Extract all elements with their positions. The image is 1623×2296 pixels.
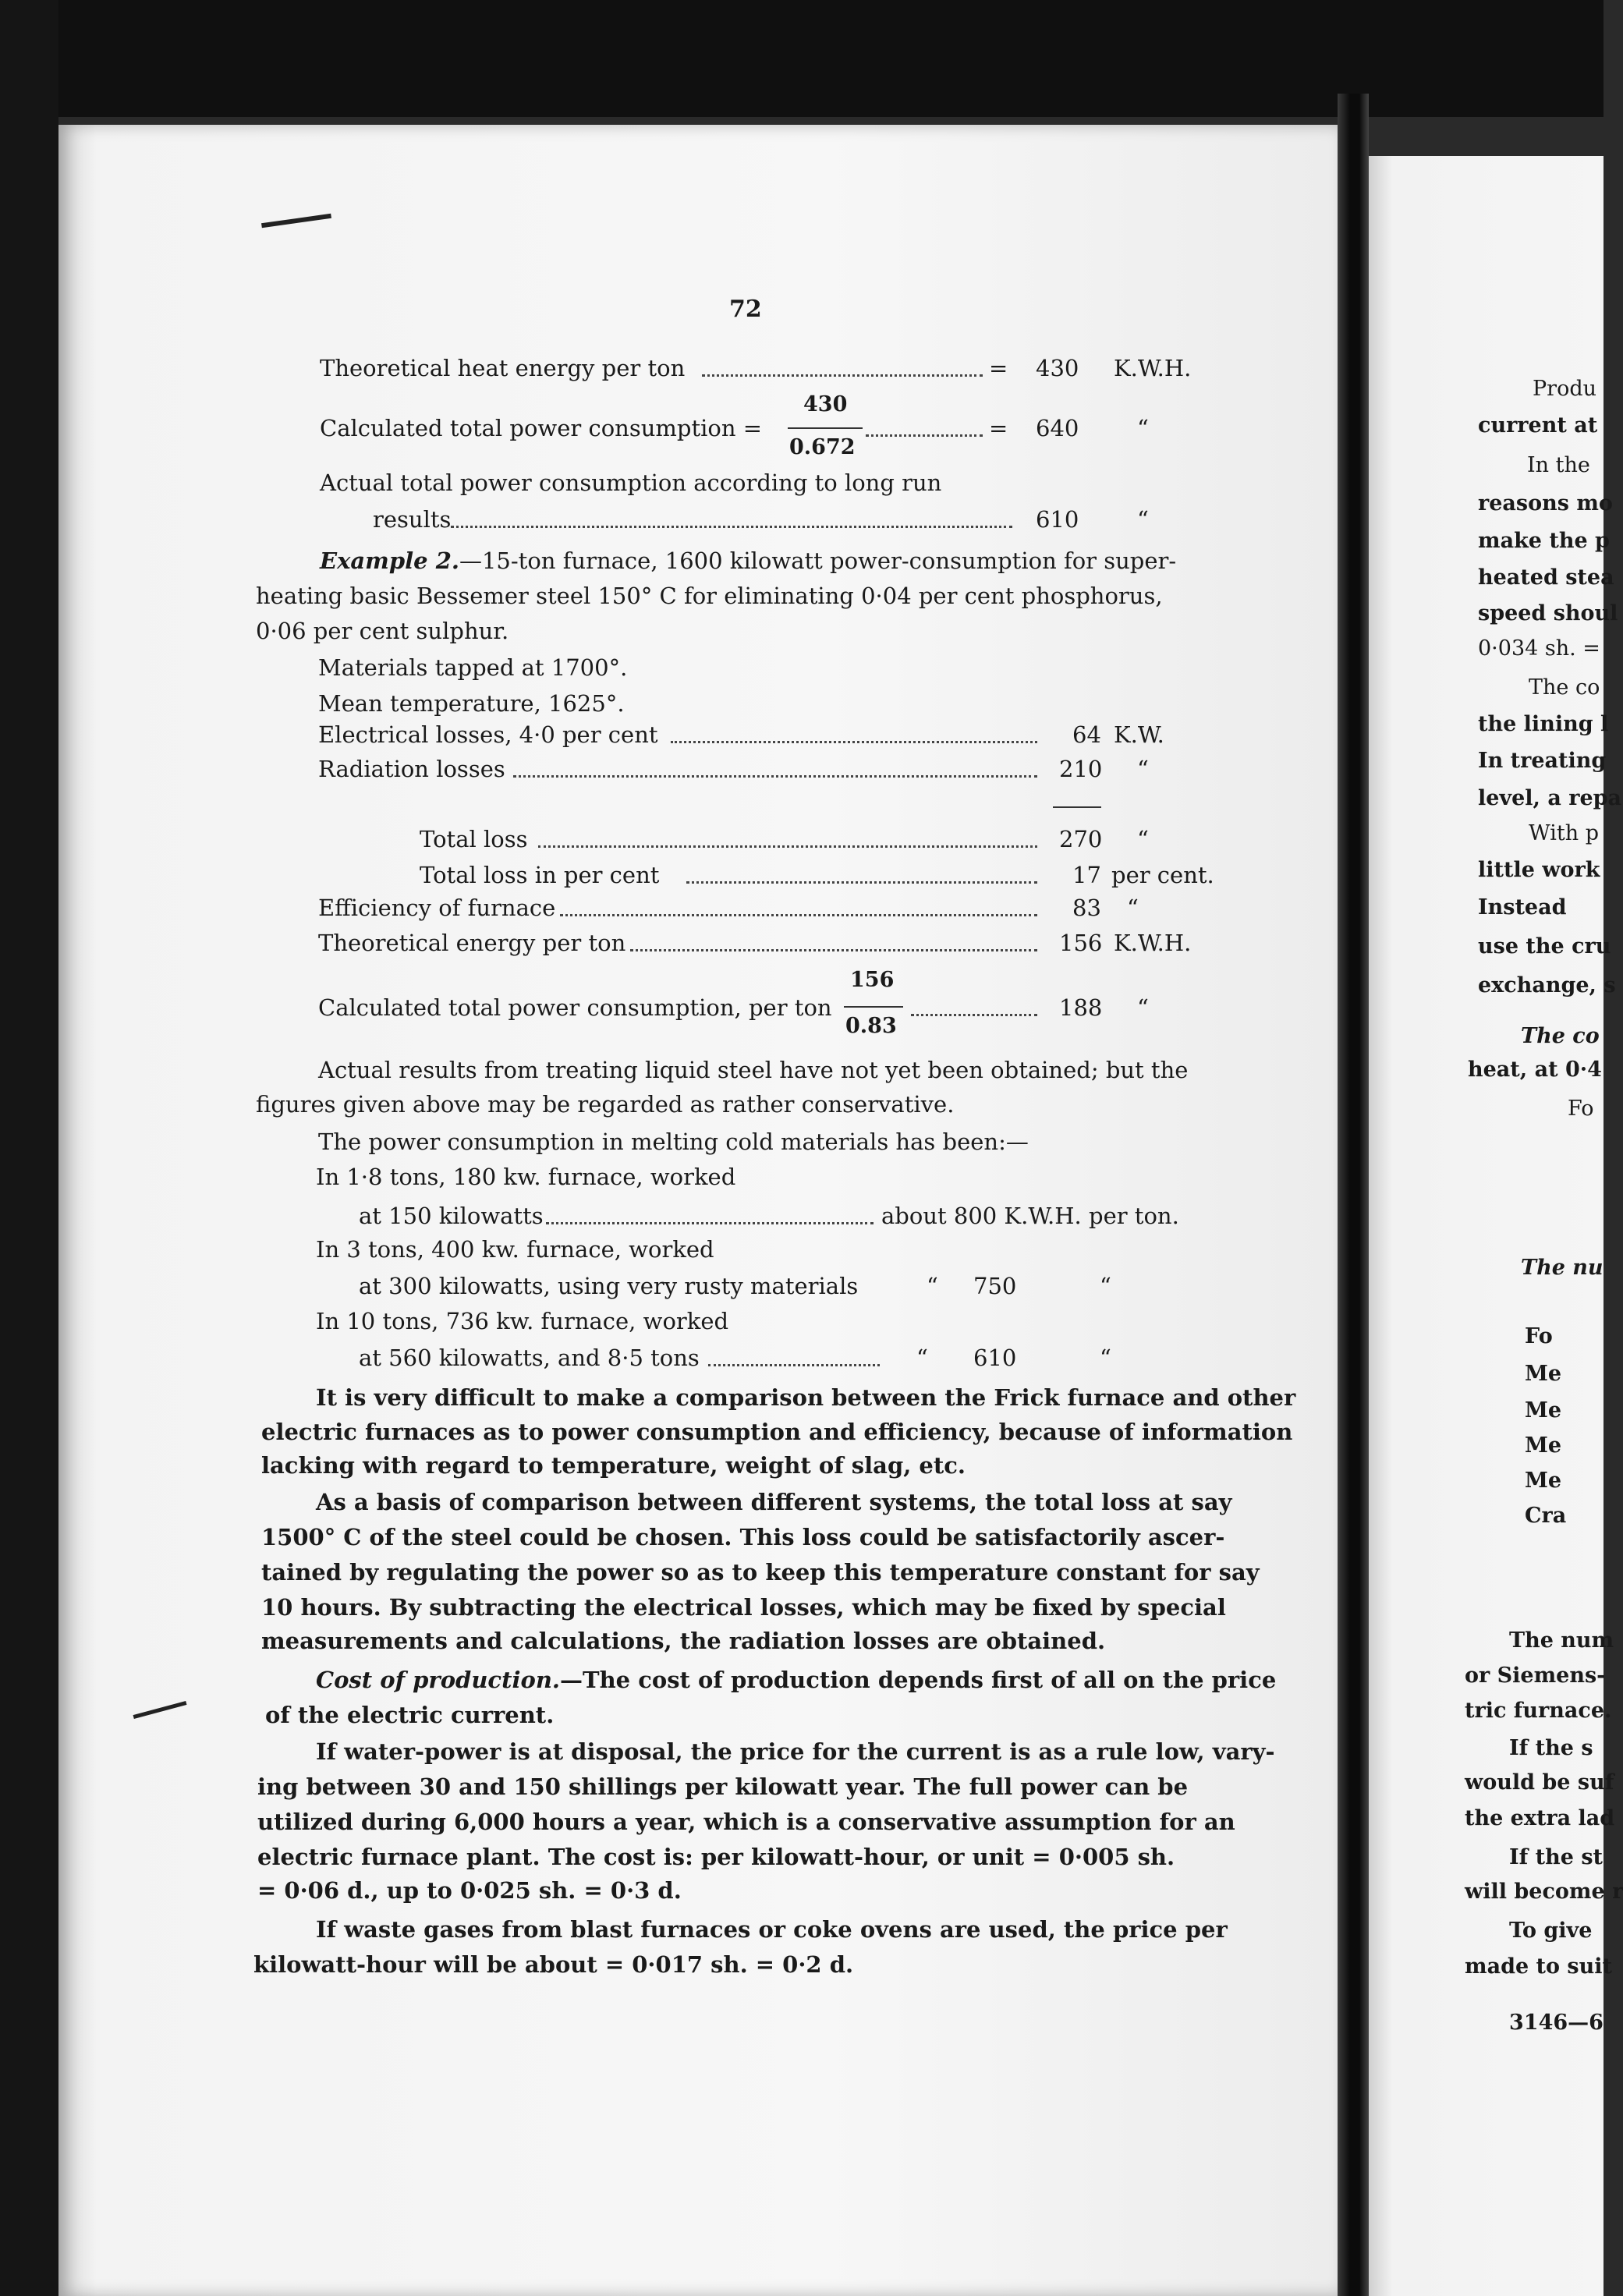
right-page-fragment: would be suf bbox=[1465, 1770, 1614, 1795]
theoretical-energy-value: 156 bbox=[1059, 930, 1103, 956]
right-page-fragment: the extra lad bbox=[1465, 1806, 1615, 1830]
leader-dots bbox=[451, 526, 1012, 531]
ditto-mark: “ bbox=[1100, 1345, 1111, 1371]
paragraph-line: Actual results from treating liquid steel have not yet been obtained; but the bbox=[318, 1057, 1189, 1083]
right-page-fragment: use the cru bbox=[1478, 934, 1611, 958]
leader-dots bbox=[708, 1364, 880, 1369]
line-actual-total: Actual total power consumption according to long run bbox=[320, 469, 942, 496]
paragraph-line: lacking with regard to temperature, weight of slag, etc. bbox=[261, 1452, 966, 1479]
value: 430 bbox=[1036, 355, 1079, 381]
efficiency-value: 83 bbox=[1072, 895, 1101, 921]
right-page-fragment: speed shoul bbox=[1478, 601, 1618, 625]
equals-sign: = bbox=[989, 355, 1008, 381]
fraction-denominator: 0.83 bbox=[845, 1014, 897, 1038]
ditto-mark: “ bbox=[927, 1273, 938, 1299]
right-page-fragment: In treating bbox=[1478, 749, 1607, 773]
fraction-numerator: 430 bbox=[803, 392, 848, 416]
book-gutter bbox=[1338, 94, 1369, 2296]
fraction-bar bbox=[788, 427, 863, 429]
right-page-fragment: Cra bbox=[1525, 1504, 1567, 1528]
paragraph-text: —The cost of production depends first of all on the price bbox=[560, 1667, 1277, 1693]
right-page-fragment: The co bbox=[1521, 1024, 1600, 1048]
melt-case: In 10 tons, 736 kw. furnace, worked bbox=[316, 1308, 729, 1334]
right-page-fragment: The nu bbox=[1521, 1256, 1604, 1280]
radiation-losses-value: 210 bbox=[1059, 756, 1103, 782]
sum-rule bbox=[1053, 806, 1101, 808]
total-loss-value: 270 bbox=[1059, 826, 1103, 852]
right-page-fragment: Me bbox=[1525, 1398, 1562, 1423]
right-page-fragment: little work bbox=[1478, 858, 1600, 882]
example-label: Example 2. bbox=[320, 547, 459, 574]
radiation-losses-label: Radiation losses bbox=[318, 756, 505, 782]
paragraph-line: of the electric current. bbox=[265, 1702, 555, 1728]
line-results: results bbox=[373, 506, 452, 533]
ditto-mark: “ bbox=[1100, 1273, 1111, 1299]
unit: K.W.H. bbox=[1114, 355, 1192, 381]
leader-dots bbox=[866, 434, 983, 440]
paragraph-line: If waste gases from blast furnaces or coke ovens are used, the price per bbox=[316, 1916, 1228, 1943]
right-page-fragment: the lining l bbox=[1478, 712, 1609, 736]
paragraph-line: If water-power is at disposal, the price for the current is as a rule low, vary- bbox=[316, 1738, 1275, 1765]
line-theoretical-heat: Theoretical heat energy per ton bbox=[320, 355, 686, 381]
value: 610 bbox=[1036, 506, 1079, 533]
ditto-mark: “ bbox=[1137, 506, 1149, 533]
right-page-fragment: make the p bbox=[1478, 529, 1610, 553]
right-page-fragment: heated stea bbox=[1478, 565, 1614, 590]
fraction-bar bbox=[844, 1006, 903, 1008]
right-page-fragment: tric furnace. bbox=[1465, 1699, 1612, 1723]
paragraph-line: kilowatt-hour will be about = 0·017 sh. = 0·2 d. bbox=[253, 1951, 854, 1978]
fraction-numerator: 156 bbox=[850, 968, 895, 992]
paragraph-line: 10 hours. By subtracting the electrical losses, which may be fixed by special bbox=[261, 1594, 1226, 1621]
right-page-fragment: will become r bbox=[1465, 1880, 1623, 1904]
paragraph-line: As a basis of comparison between different systems, the total loss at say bbox=[316, 1489, 1232, 1515]
electrical-losses-label: Electrical losses, 4·0 per cent bbox=[318, 721, 658, 748]
total-loss-pct-value: 17 bbox=[1072, 862, 1101, 888]
melt-case: In 1·8 tons, 180 kw. furnace, worked bbox=[316, 1164, 736, 1190]
example-text: heating basic Bessemer steel 150° C for eliminating 0·04 per cent phosphorus, bbox=[256, 583, 1163, 609]
melt-case-value: 610 bbox=[973, 1345, 1017, 1371]
melt-case: at 560 kilowatts, and 8·5 tons bbox=[359, 1345, 700, 1371]
right-page-fragment: With p bbox=[1529, 821, 1600, 845]
right-page-fragment: level, a repa bbox=[1478, 786, 1622, 810]
paragraph-line bbox=[316, 1669, 1276, 1692]
right-page-fragment: The num bbox=[1509, 1628, 1614, 1653]
right-page-fragment: Instead bbox=[1478, 895, 1567, 919]
section-heading-cost: Cost of production. bbox=[316, 1667, 561, 1693]
right-page-fragment: The co bbox=[1529, 675, 1600, 700]
right-page-fragment: 0·034 sh. = bbox=[1478, 636, 1600, 661]
ditto-mark: “ bbox=[1137, 415, 1149, 441]
melt-case-value: 750 bbox=[973, 1273, 1017, 1299]
efficiency-label: Efficiency of furnace bbox=[318, 895, 556, 921]
paragraph-line: electric furnaces as to power consumption and efficiency, because of information bbox=[261, 1419, 1293, 1445]
theoretical-energy-label: Theoretical energy per ton bbox=[318, 930, 626, 956]
value: 640 bbox=[1036, 415, 1079, 441]
electrical-losses-unit: K.W. bbox=[1114, 721, 1164, 748]
leader-dots bbox=[546, 1222, 874, 1228]
ditto-mark: “ bbox=[916, 1345, 928, 1371]
melt-case-value: about 800 K.W.H. per ton. bbox=[881, 1203, 1179, 1229]
leader-dots bbox=[911, 1014, 1037, 1019]
example-text: —15-ton furnace, 1600 kilowatt power-consumption for super- bbox=[459, 547, 1177, 574]
right-page-fragment: or Siemens- bbox=[1465, 1664, 1606, 1688]
mean-temperature: Mean temperature, 1625°. bbox=[318, 690, 625, 717]
leader-dots bbox=[686, 881, 1037, 887]
value: 188 bbox=[1059, 994, 1103, 1021]
scan-border-left bbox=[0, 0, 58, 2296]
line-calculated-per-ton: Calculated total power consumption, per ton bbox=[318, 994, 832, 1021]
right-page-fragment: heat, at 0·4 bbox=[1468, 1058, 1602, 1082]
paragraph-line: = 0·06 d., up to 0·025 sh. = 0·3 d. bbox=[257, 1877, 682, 1904]
melt-case: at 300 kilowatts, using very rusty materials bbox=[359, 1273, 859, 1299]
ditto-mark: “ bbox=[1127, 895, 1139, 921]
right-page-fragment: Me bbox=[1525, 1433, 1562, 1458]
theoretical-energy-unit: K.W.H. bbox=[1114, 930, 1192, 956]
right-page-fragment: Me bbox=[1525, 1469, 1562, 1493]
melt-case: In 3 tons, 400 kw. furnace, worked bbox=[316, 1236, 714, 1263]
electrical-losses-value: 64 bbox=[1072, 721, 1101, 748]
right-page-fragment: If the st bbox=[1509, 1845, 1603, 1869]
ditto-mark: “ bbox=[1137, 994, 1149, 1021]
right-page-fragment: 3146—6 bbox=[1509, 2011, 1604, 2035]
page-number: 72 bbox=[729, 296, 762, 323]
paragraph-line: utilized during 6,000 hours a year, which is a conservative assumption for an bbox=[257, 1809, 1235, 1835]
paragraph-line: The power consumption in melting cold materials has been:— bbox=[318, 1129, 1029, 1155]
right-page-fragment: reasons mo bbox=[1478, 491, 1613, 516]
example-heading bbox=[320, 547, 1177, 574]
paragraph-line: ing between 30 and 150 shillings per kilowatt year. The full power can be bbox=[257, 1773, 1189, 1800]
leader-dots bbox=[513, 775, 1037, 781]
paragraph-line: measurements and calculations, the radiation losses are obtained. bbox=[261, 1628, 1106, 1654]
melt-case: at 150 kilowatts bbox=[359, 1203, 544, 1229]
right-page-fragment: current at bbox=[1478, 413, 1598, 438]
line-calculated-total: Calculated total power consumption = bbox=[320, 415, 763, 441]
right-page-fragment: Me bbox=[1525, 1362, 1562, 1386]
leader-dots bbox=[538, 845, 1037, 851]
right-page-fragment: To give bbox=[1509, 1919, 1593, 1943]
paragraph-line: electric furnace plant. The cost is: per kilowatt-hour, or unit = 0·005 sh. bbox=[257, 1844, 1175, 1870]
paragraph-line: tained by regulating the power so as to keep this temperature constant for say bbox=[261, 1559, 1260, 1586]
materials-tapped: Materials tapped at 1700°. bbox=[318, 654, 628, 681]
total-loss-label: Total loss bbox=[420, 826, 528, 852]
right-page-fragment: Fo bbox=[1568, 1097, 1594, 1121]
paragraph-line: 1500° C of the steel could be chosen. This loss could be satisfactorily ascer- bbox=[261, 1524, 1225, 1550]
leader-dots bbox=[671, 741, 1037, 746]
fraction-denominator: 0.672 bbox=[789, 435, 856, 459]
ditto-mark: “ bbox=[1137, 756, 1149, 782]
right-page-fragment: Fo bbox=[1525, 1324, 1553, 1348]
paragraph-line: figures given above may be regarded as rather conservative. bbox=[256, 1091, 955, 1118]
leader-dots bbox=[560, 914, 1037, 919]
per-cent-unit: per cent. bbox=[1111, 862, 1214, 888]
leader-dots bbox=[702, 374, 983, 380]
paragraph-line: It is very difficult to make a comparison between the Frick furnace and other bbox=[316, 1384, 1296, 1411]
right-page-fragment: made to suit bbox=[1465, 1954, 1612, 1979]
total-loss-pct-label: Total loss in per cent bbox=[420, 862, 660, 888]
right-page-fragment: In the bbox=[1527, 453, 1590, 477]
example-text: 0·06 per cent sulphur. bbox=[256, 618, 509, 644]
right-page-fragment: If the s bbox=[1509, 1736, 1593, 1760]
equals-sign: = bbox=[989, 415, 1008, 441]
right-page-fragment: Produ bbox=[1533, 377, 1597, 401]
right-page-fragment: exchange, s bbox=[1478, 973, 1616, 997]
ditto-mark: “ bbox=[1137, 826, 1149, 852]
leader-dots bbox=[630, 949, 1037, 955]
